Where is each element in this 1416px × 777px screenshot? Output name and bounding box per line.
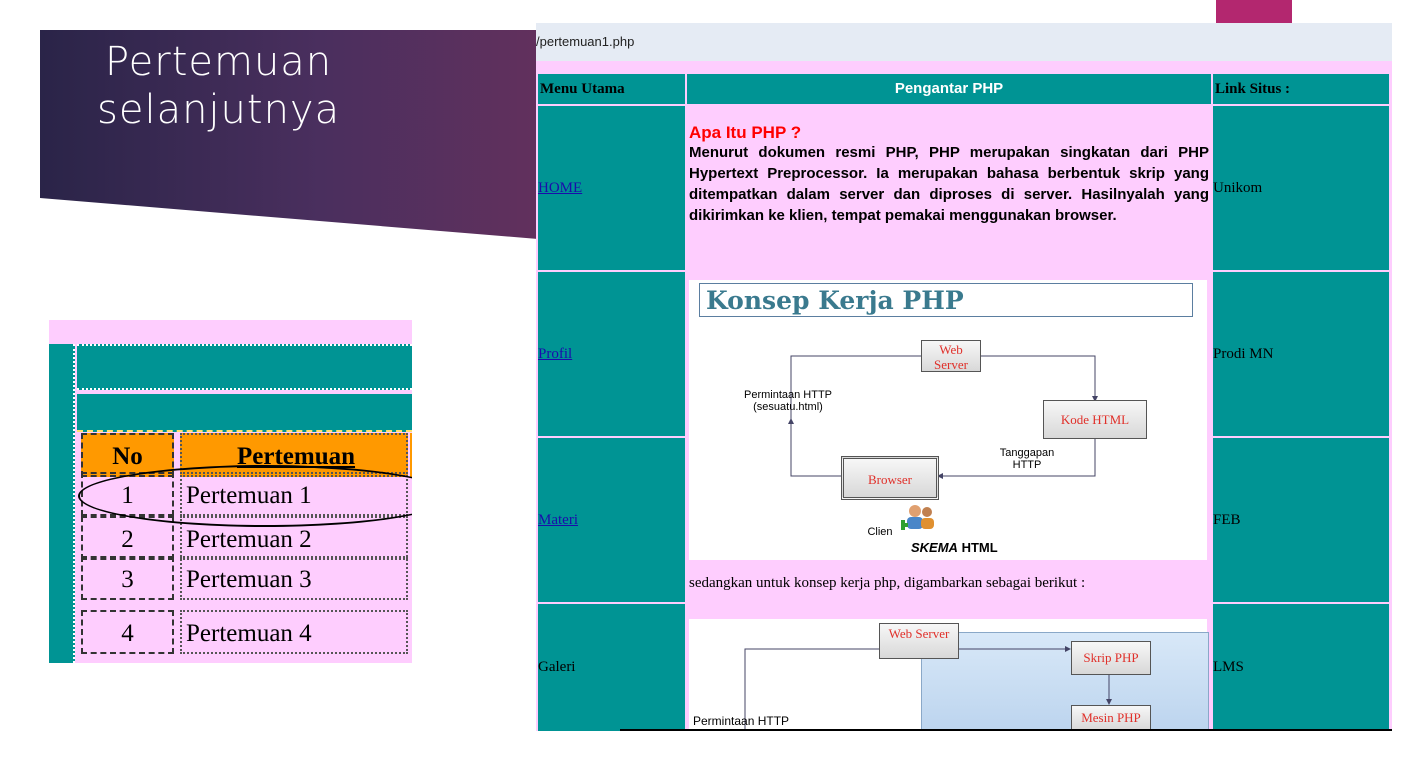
row-no: 4	[81, 610, 174, 654]
slide-accent-block	[1216, 0, 1292, 23]
intro-section	[687, 106, 1211, 226]
intro-text: Menurut dokumen resmi PHP, PHP merupakan singkatan dari PHP Hypertext Preprocessor. Ia merupakan bahasa berbentuk skrip yang ditempatkan dalam server dan diproses di server. Hasilnyalah yang dikirimkan ke klien, tempat pemakai menggunakan browser.	[689, 144, 1209, 224]
response-label: Tanggapan HTTP	[999, 447, 1055, 471]
url-bar[interactable]: /pertemuan1.php	[536, 23, 1392, 61]
row-pertemuan-link[interactable]: Pertemuan 2	[180, 516, 408, 560]
php-workflow-diagram	[689, 619, 1207, 731]
web-server-box-2: Web Server	[879, 623, 959, 659]
skema-caption-em: SKEMA	[911, 540, 958, 555]
request-label: Permintaan HTTP (sesuatu.html)	[743, 389, 833, 413]
menu-cell-galeri	[538, 604, 685, 731]
link-cell-unikom	[1213, 106, 1389, 270]
skrip-php-box: Skrip PHP	[1071, 641, 1151, 675]
page-layout-table	[538, 74, 1389, 731]
mesin-php-box: Mesin PHP	[1071, 705, 1151, 731]
zoom-left-column	[49, 344, 75, 663]
intro-title: Apa Itu PHP ?	[689, 123, 802, 142]
row-no: 1	[81, 472, 174, 516]
menu-cell-home	[538, 106, 685, 270]
web-server-box: Web Server	[921, 340, 981, 372]
zoomed-table-snippet	[49, 320, 412, 663]
kode-html-box: Kode HTML	[1043, 400, 1147, 439]
header-extra-cell	[410, 433, 412, 477]
menu-link-materi[interactable]: Materi	[538, 511, 578, 528]
menu-link-galeri[interactable]: Galeri	[538, 659, 576, 675]
skema-caption-rest: HTML	[957, 540, 998, 555]
header-no: No	[81, 433, 174, 477]
header-menu-utama	[538, 74, 685, 104]
header-link-situs	[1213, 74, 1389, 104]
row-pertemuan-link[interactable]: Pertemuan 3	[180, 556, 408, 600]
konsep-kerja-diagram	[689, 280, 1207, 560]
skema-caption	[911, 540, 998, 555]
link-unikom[interactable]: Unikom	[1213, 179, 1263, 196]
menu-link-home[interactable]: HOME	[538, 179, 583, 196]
link-cell-feb	[1213, 438, 1389, 602]
header-menu-utama-text: Menu Utama	[540, 81, 625, 97]
link-cell-prodi	[1213, 272, 1389, 436]
users-icon	[901, 502, 937, 530]
link-prodi-mn[interactable]: Prodi MN	[1213, 345, 1274, 362]
slide-title-line2: selanjutnya	[97, 87, 341, 133]
diagram-title: Konsep Kerja PHP	[699, 283, 1193, 317]
link-cell-lms	[1213, 604, 1389, 731]
link-feb[interactable]: FEB	[1213, 511, 1241, 528]
row-pertemuan-link[interactable]: Pertemuan 4	[180, 610, 408, 654]
zoom-header-band	[77, 344, 412, 390]
header-pengantar-php: Pengantar PHP	[687, 74, 1211, 104]
request-label-2: Permintaan HTTP	[693, 714, 790, 728]
slide-title-line1: Pertemuan	[104, 39, 333, 85]
row-no: 3	[81, 556, 174, 600]
row-no: 2	[81, 516, 174, 560]
bottom-divider	[620, 729, 1392, 731]
header-pertemuan: Pertemuan	[180, 433, 408, 477]
menu-cell-materi	[538, 438, 685, 602]
content-area	[687, 106, 1211, 731]
browser-box: Browser	[841, 456, 939, 500]
link-lms[interactable]: LMS	[1213, 659, 1244, 675]
browser-screenshot	[536, 23, 1392, 731]
slide-title	[97, 38, 340, 134]
header-link-situs-text: Link Situs :	[1215, 81, 1291, 97]
zoom-subheader-band	[77, 394, 412, 432]
client-label: Clien	[867, 526, 893, 538]
row-pertemuan-link[interactable]: Pertemuan 1	[180, 472, 408, 516]
description-text: sedangkan untuk konsep kerja php, digambarkan sebagai berikut :	[689, 575, 1086, 591]
menu-cell-profil	[538, 272, 685, 436]
menu-link-profil[interactable]: Profil	[538, 345, 573, 362]
